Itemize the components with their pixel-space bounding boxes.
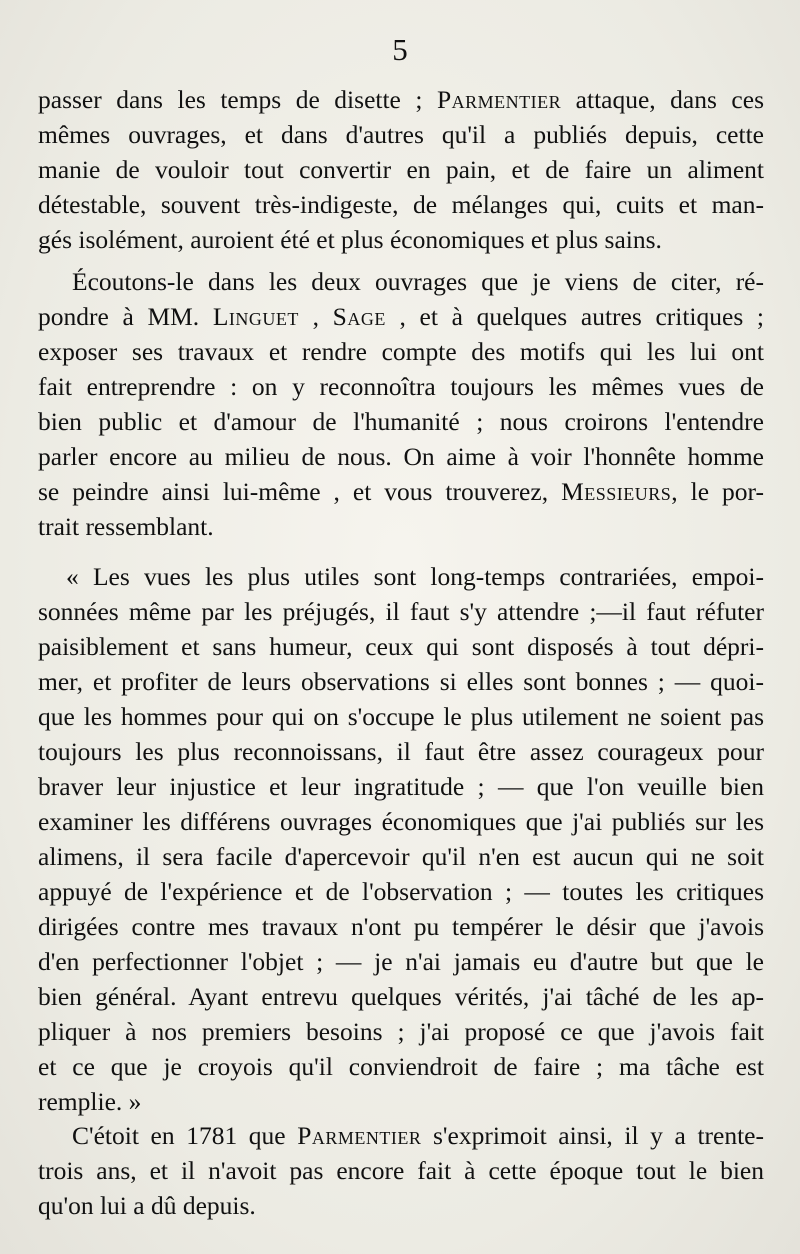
text-run: manie de vouloir tout convertir en pain, et de faire un aliment	[38, 155, 764, 184]
text-line	[38, 699, 764, 734]
text-line	[38, 734, 764, 769]
small-caps-name: Linguet	[212, 302, 299, 331]
text-run: pliquer à nos premiers besoins ; j'ai proposé ce que j'avois fait	[38, 1017, 764, 1046]
text-line	[38, 839, 764, 874]
text-line	[38, 334, 764, 369]
text-run: mer, et profiter de leurs observations si elles sont bonnes ; — quoi-	[38, 667, 764, 696]
text-line	[38, 769, 764, 804]
text-run: attaque, dans ces	[561, 85, 764, 114]
text-run: ,	[298, 302, 333, 331]
text-run: toujours les plus reconnoissans, il faut être assez courageux pour	[38, 737, 764, 766]
text-run: « Les vues les plus utiles sont long-temps contrariées, empoi-	[66, 562, 764, 591]
text-line	[38, 1049, 764, 1084]
text-line	[38, 1084, 764, 1119]
text-line	[38, 82, 764, 117]
text-line	[38, 1014, 764, 1049]
text-run: s'exprimoit ainsi, il y a trente-	[421, 1121, 764, 1150]
text-run: sonnées même par les préjugés, il faut s'y attendre ;—il faut réfuter	[38, 597, 764, 626]
text-line	[38, 264, 764, 299]
text-line	[38, 509, 764, 544]
text-run: et ce que je croyois qu'il conviendroit de faire ; ma tâche est	[38, 1052, 764, 1081]
text-run: fait entreprendre : on y reconnoîtra toujours les mêmes vues de	[38, 372, 764, 401]
text-run: passer dans les temps de disette ;	[38, 85, 437, 114]
text-line	[38, 1118, 764, 1153]
text-run: remplie. »	[38, 1087, 142, 1116]
text-run: trait ressemblant.	[38, 512, 214, 541]
text-run: exposer ses travaux et rendre compte des motifs qui les lui ont	[38, 337, 764, 366]
text-run: dirigées contre mes travaux n'ont pu tempérer le désir que j'avois	[38, 912, 764, 941]
text-line	[38, 664, 764, 699]
text-run: , le por-	[671, 477, 764, 506]
text-line	[38, 629, 764, 664]
text-run: Écoutons-le dans les deux ouvrages que je viens de citer, ré-	[72, 267, 764, 296]
text-run: d'en perfectionner l'objet ; — je n'ai jamais eu d'autre but que le	[38, 947, 764, 976]
text-run: , et à quelques autres critiques ;	[385, 302, 764, 331]
text-run: bien général. Ayant entrevu quelques vérités, j'ai tâché de les ap-	[38, 982, 764, 1011]
text-line	[38, 152, 764, 187]
text-run: pondre à MM.	[38, 302, 213, 331]
paragraph-4	[38, 1118, 764, 1223]
text-line	[38, 404, 764, 439]
text-run: se peindre ainsi lui-même , et vous trouverez,	[38, 477, 562, 506]
text-line	[38, 979, 764, 1014]
text-line	[38, 222, 764, 257]
text-run: C'étoit en 1781 que	[72, 1121, 298, 1150]
paragraph-2	[38, 264, 764, 544]
text-line	[38, 439, 764, 474]
paragraph-1	[38, 82, 764, 257]
text-line	[38, 369, 764, 404]
text-run: mêmes ouvrages, et dans d'autres qu'il a publiés depuis, cette	[38, 120, 764, 149]
small-caps-name: Messieurs	[561, 477, 672, 506]
text-run: détestable, souvent très-indigeste, de mélanges qui, cuits et man-	[38, 190, 764, 219]
text-run: examiner les différens ouvrages économiques que j'ai publiés sur les	[38, 807, 764, 836]
small-caps-name: Parmentier	[436, 85, 562, 114]
text-run: qu'on lui a dû depuis.	[38, 1191, 256, 1220]
text-line	[38, 299, 764, 334]
text-run: parler encore au milieu de nous. On aime à voir l'honnête homme	[38, 442, 764, 471]
text-run: appuyé de l'expérience et de l'observation ; — toutes les critiques	[38, 877, 764, 906]
small-caps-name: Parmentier	[297, 1121, 422, 1150]
text-run: trois ans, et il n'avoit pas encore fait à cette époque tout le bien	[38, 1156, 764, 1185]
text-line	[38, 474, 764, 509]
page-number: 5	[392, 32, 408, 67]
text-line	[38, 594, 764, 629]
text-run: gés isolément, auroient été et plus économiques et plus sains.	[38, 225, 662, 254]
text-line	[38, 1188, 764, 1223]
text-run: alimens, il sera facile d'apercevoir qu'il n'en est aucun qui ne soit	[38, 842, 764, 871]
text-line	[38, 117, 764, 152]
small-caps-name: Sage	[332, 302, 386, 331]
text-run: paisiblement et sans humeur, ceux qui sont disposés à tout dépri-	[38, 632, 764, 661]
text-line	[38, 909, 764, 944]
text-run: bien public et d'amour de l'humanité ; nous croirons l'entendre	[38, 407, 764, 436]
text-line	[38, 559, 764, 594]
text-line	[38, 187, 764, 222]
text-line	[38, 804, 764, 839]
text-line	[38, 874, 764, 909]
text-run: que les hommes pour qui on s'occupe le plus utilement ne soient pas	[38, 702, 764, 731]
text-line	[38, 944, 764, 979]
paragraph-3-quotation	[38, 559, 764, 1119]
text-run: braver leur injustice et leur ingratitude ; — que l'on veuille bien	[38, 772, 764, 801]
text-line	[38, 1153, 764, 1188]
